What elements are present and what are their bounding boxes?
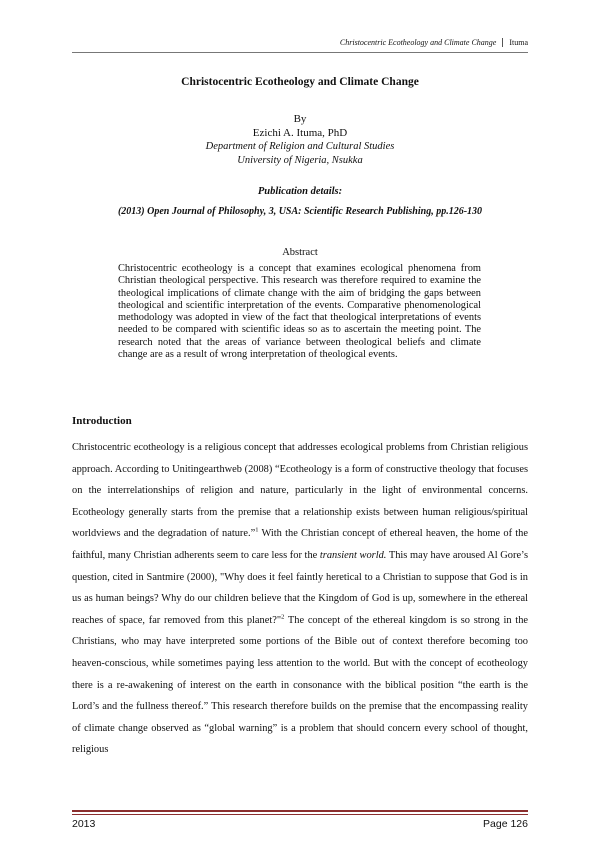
intro-text-2: With the Christian concept of ethereal heaven, the home of the faithful, many Christian adherents seem to care less for the [72, 528, 528, 561]
author-name: Ezichi A. Ituma, PhD [252, 127, 348, 139]
publication-details: (2013) Open Journal of Philosophy, 3, USA: Scientific Research Publishing, pp.126-130 [117, 206, 483, 217]
abstract-heading: Abstract [282, 247, 318, 258]
intro-italic-term: transient world. [319, 549, 387, 561]
by-line: By [293, 113, 307, 125]
paper-title: Christocentric Ecotheology and Climate Change [181, 76, 419, 88]
author-university: University of Nigeria, Nsukka [237, 155, 363, 166]
footer-year: 2013 [72, 818, 96, 830]
footer-rule-thick [72, 810, 528, 812]
header-rule [72, 52, 528, 53]
intro-text-4: The concept of the ethereal kingdom is so strong in the Christians, who may have interpreted some portions of the Bible out of context therefore becoming too heaven-conscious, while sometimes paying less attention to the world. But with the concept of ecotheology there is a re-awakening of interest on the earth in consonance with the biblical position “the earth is the Lord’s and the fullness thereof.” This research therefore builds on the premise that the encompassing reality of climate change observed as “global warning” is a problem that should concern every school of thought, religious [72, 614, 528, 756]
footer-page-number: Page 126 [483, 818, 528, 830]
page-footer [72, 818, 528, 830]
intro-text-3: This may have aroused Al Gore’s question, cited in Santmire (2000), "Why does it feel faintly heretical to a Christian to suppose that God is in us as human beings? Why do our children believe that the Kingdom of God is up, somewhere in the ethereal reaches of space, far removed from this planet?" [72, 549, 528, 626]
footnote-ref-1[interactable]: 1 [255, 526, 259, 534]
abstract-text: Christocentric ecotheology is a concept that examines ecological phenomena from Christian theological perspective. This research was therefore required to examine the theological implications of climate change with the aim of bridging the gaps between theological and scientific interpretation of the events. Comparative phenomenological methodology was adopted in view of the fact that theological interpretations of events needed to be compared with scientific ideas so as to ascertain the meeting point. The research noted that the areas of variance between theological beliefs and climate change are as a result of wrong interpretation of theological events. [118, 263, 481, 361]
author-department: Department of Religion and Cultural Studies [205, 141, 395, 152]
intro-text-1: Christocentric ecotheology is a religious concept that addresses ecological problems from Christian religious approach. According to Unitingearthweb (2008) “Ecotheology is a form of constructive theology that focuses on the interrelationships of religion and nature, particularly in the light of environmental concerns. Ecotheology generally starts from the premise that a relationship exists between human religious/spiritual worldviews and the degradation of nature.” [72, 442, 528, 540]
running-title: Christocentric Ecotheology and Climate Change [339, 38, 497, 47]
footnote-ref-2[interactable]: 2 [281, 613, 285, 621]
introduction-paragraph [72, 437, 528, 761]
running-header [340, 38, 528, 47]
publication-label: Publication details: [257, 186, 343, 197]
footer-rule-thin [72, 814, 528, 815]
running-author: Ituma [509, 38, 528, 47]
introduction-heading: Introduction [72, 415, 132, 427]
